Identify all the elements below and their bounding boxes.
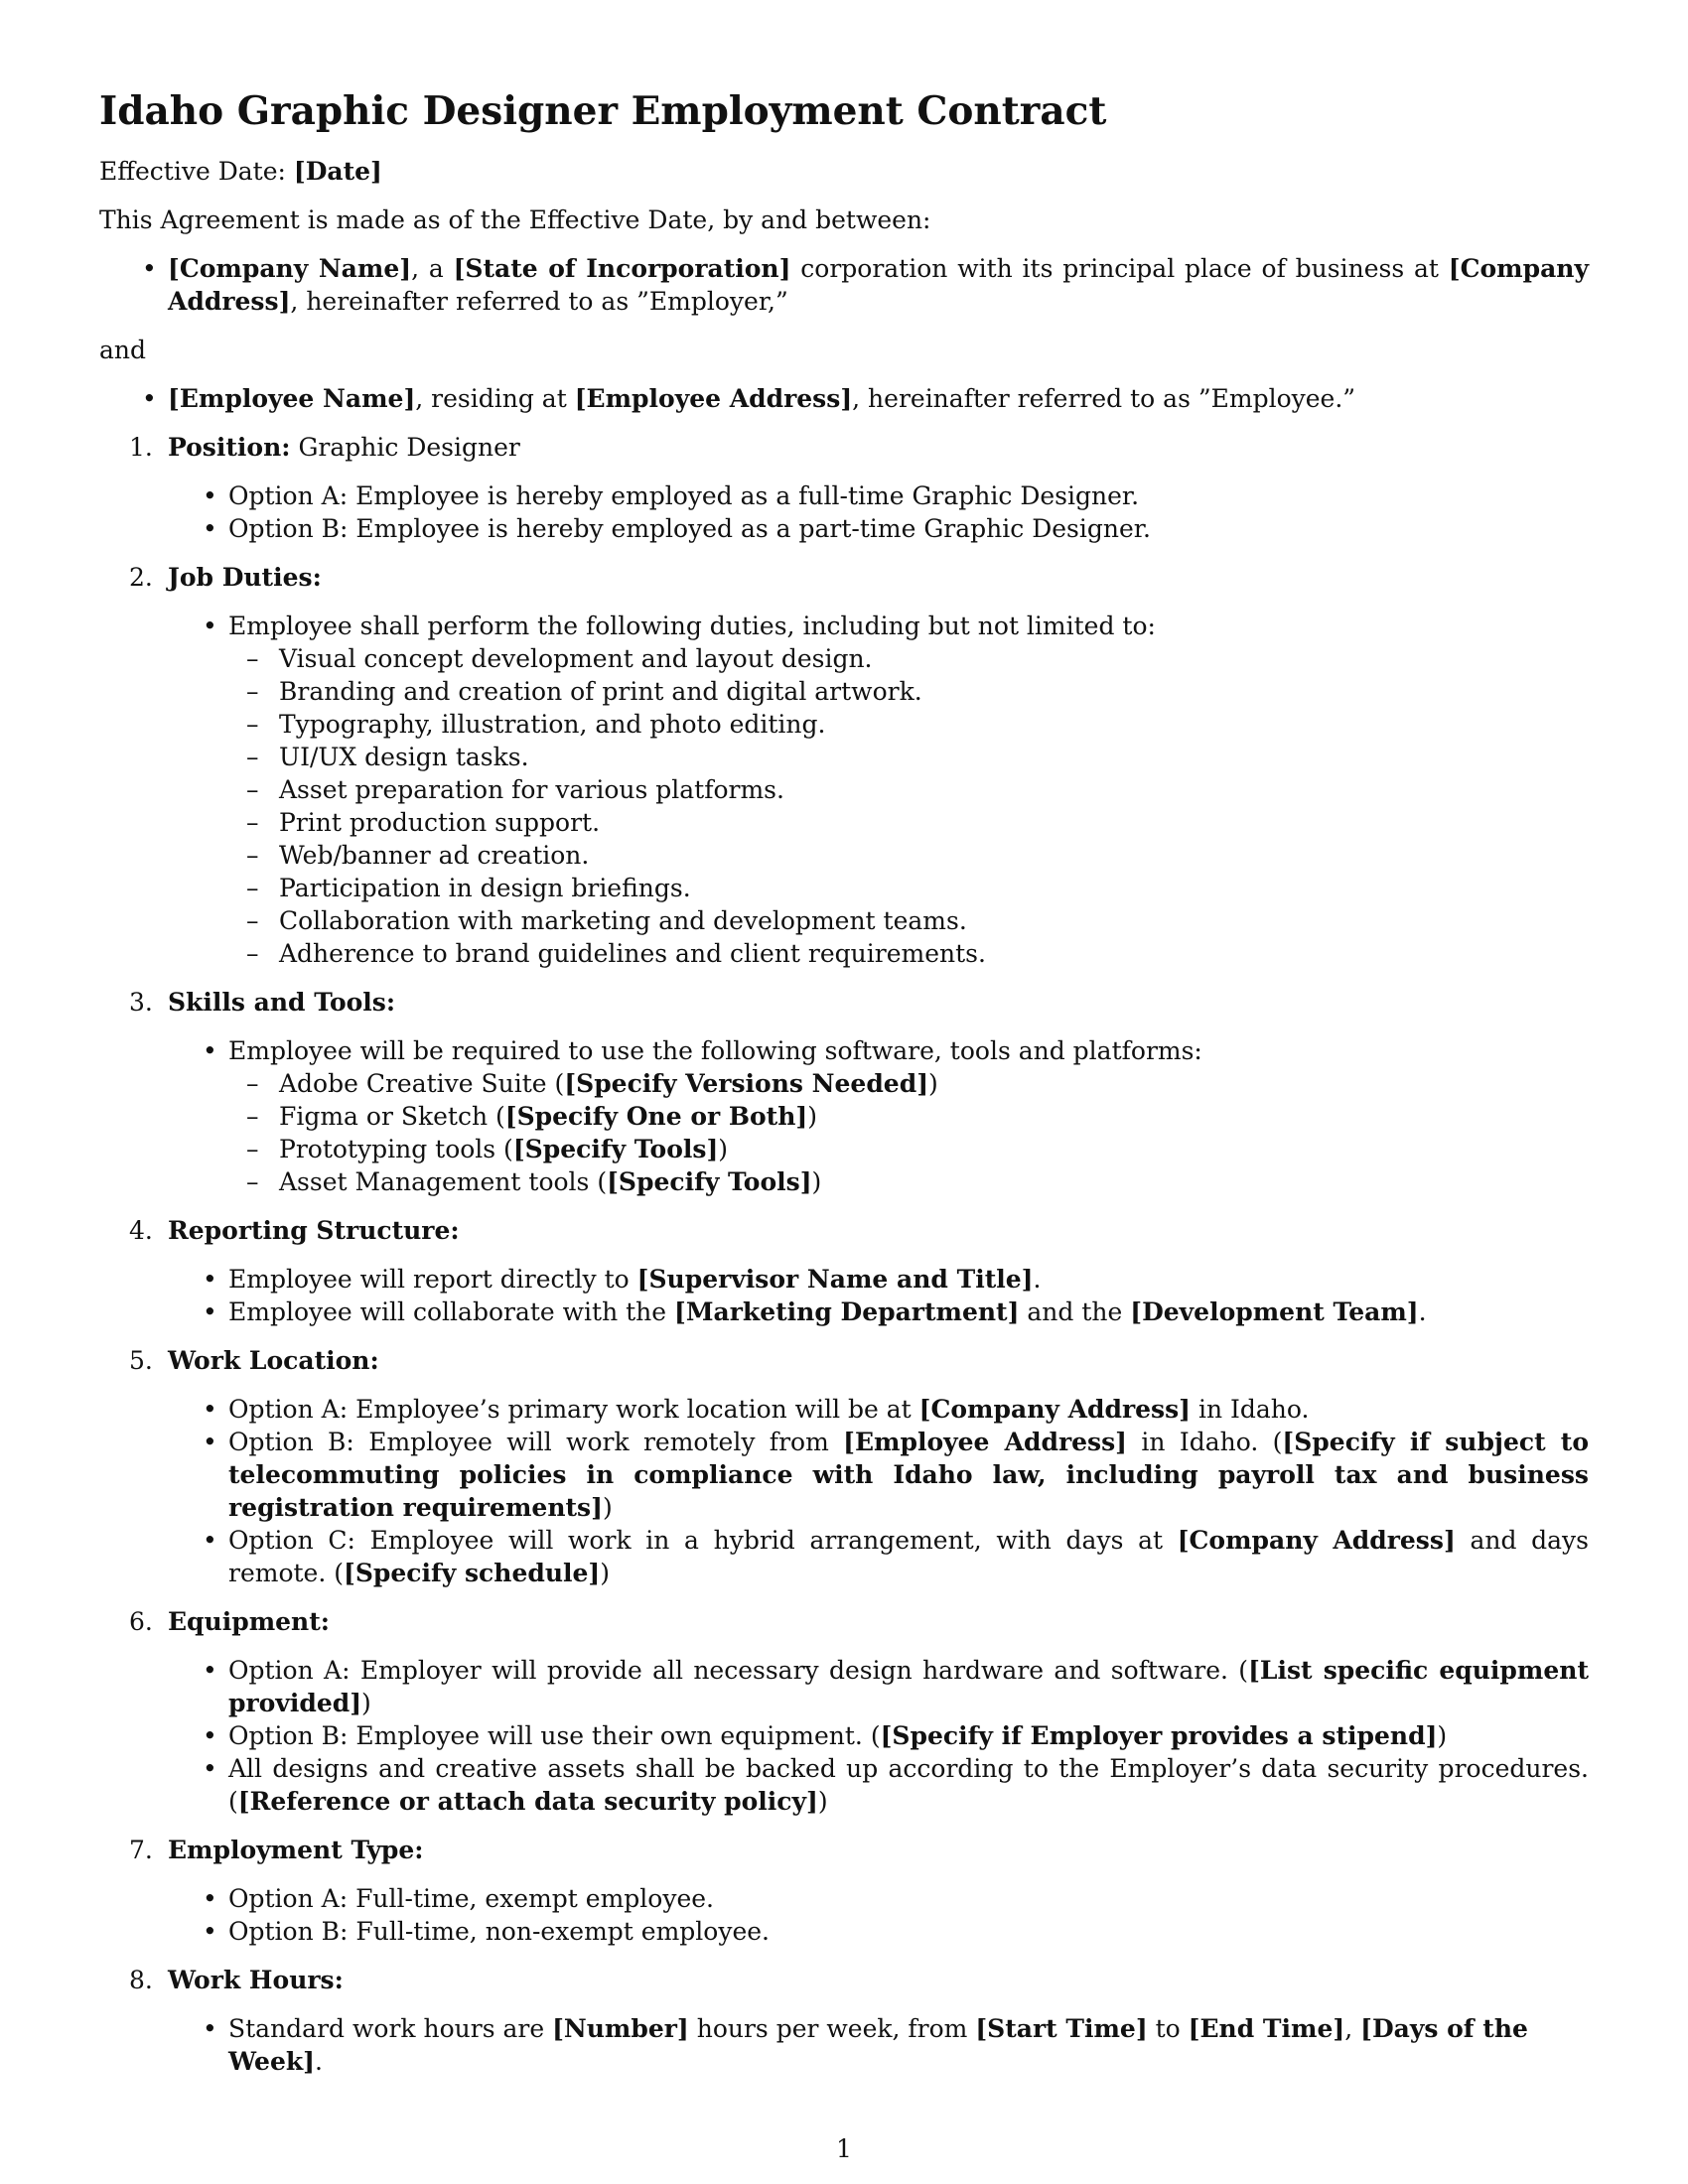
list-item: • Option A: Employee’s primary work location will be at [Company Address] in Idaho. (228, 1393, 1589, 1426)
section-heading: Job Duties: (168, 563, 322, 592)
list-item: – Adherence to brand guidelines and client requirements. (279, 937, 1589, 970)
list-item: • Option B: Employee is hereby employed as a part-time Graphic Designer. (228, 512, 1589, 545)
list-item: • Option A: Employer will provide all necessary design hardware and software. ([List specific equipment provided]) (228, 1654, 1589, 1719)
list-item: – Print production support. (279, 806, 1589, 839)
reporting-list (99, 1263, 1589, 1328)
position-options (99, 479, 1589, 545)
section-heading: Position: (168, 433, 291, 462)
list-item: – Asset preparation for various platforms. (279, 773, 1589, 806)
list-item: • Employee will collaborate with the [Marketing Department] and the [Development Team]. (228, 1296, 1589, 1328)
employee-list (99, 382, 1589, 415)
list-item: – Typography, illustration, and photo editing. (279, 708, 1589, 741)
list-item: – Web/banner ad creation. (279, 839, 1589, 872)
section-heading: Equipment: (168, 1607, 331, 1636)
list-item: • Option C: Employee will work in a hybrid arrangement, with days at [Company Address] and days remote. ([Specify schedule]) (228, 1524, 1589, 1589)
and-connector: and (99, 336, 147, 364)
work-hours-list (99, 2012, 1589, 2078)
document-title: Idaho Graphic Designer Employment Contract (99, 88, 1107, 134)
skills-list (99, 1034, 1589, 1198)
list-item: – Asset Management tools ([Specify Tools]) (279, 1165, 1589, 1198)
list-item: • Option B: Employee will use their own equipment. ([Specify if Employer provides a stipend]) (228, 1719, 1589, 1752)
list-item: • Option A: Full-time, exempt employee. (228, 1882, 1589, 1915)
list-item: • Employee shall perform the following duties, including but not limited to: – Visual concept development and layout design. – Branding and creation of print and digital artwork. – Typography, illustration, and photo editing. – UI/UX design tasks. – Asset preparation for various platforms. – Print production support. – Web/banner ad creation. – Participation in design briefings. – Collaboration with marketing and development teams. – Adherence to brand guidelines and client requirements. (228, 610, 1589, 970)
list-item: • Option A: Employee is hereby employed as a full-time Graphic Designer. (228, 479, 1589, 512)
date-placeholder: [Date] (293, 157, 382, 186)
contract-page (99, 85, 1589, 2094)
section-position: 1. Position: Graphic Designer (129, 433, 520, 462)
section-employment-type: 7. Employment Type: (129, 1836, 424, 1864)
tools-sublist (228, 1067, 1589, 1198)
section-reporting-structure: 4. Reporting Structure: (129, 1216, 460, 1245)
intro-paragraph: This Agreement is made as of the Effective Date, by and between: (99, 205, 931, 234)
section-skills-tools: 3. Skills and Tools: (129, 988, 396, 1017)
list-item: • Option B: Full-time, non-exempt employee. (228, 1915, 1589, 1948)
employer-list (99, 252, 1589, 318)
list-item: • Employee will be required to use the following software, tools and platforms: – Adobe Creative Suite ([Specify Versions Needed]) – Figma or Sketch ([Specify One or Both]) – Prototyping tools ([Specify Tools]) – Asset Management tools ([Specify Tools]) (228, 1034, 1589, 1198)
effective-date: Effective Date: [Date] (99, 157, 382, 186)
employee-party: • [Employee Name], residing at [Employee Address], hereinafter referred to as ”Employee.” (168, 382, 1589, 415)
list-item: – Figma or Sketch ([Specify One or Both]) (279, 1100, 1589, 1133)
section-work-location: 5. Work Location: (129, 1346, 379, 1375)
list-item: – Collaboration with marketing and development teams. (279, 904, 1589, 937)
list-item: • All designs and creative assets shall be backed up according to the Employer’s data security procedures. ([Reference or attach data security policy]) (228, 1752, 1589, 1818)
work-location-list (99, 1393, 1589, 1589)
job-duties-list (99, 610, 1589, 970)
list-item: • Employee will report directly to [Supervisor Name and Title]. (228, 1263, 1589, 1296)
list-item: • Option B: Employee will work remotely from [Employee Address] in Idaho. ([Specify if subject to telecommuting policies in compliance with Idaho law, including payroll tax and business registration requirements]) (228, 1426, 1589, 1524)
section-heading: Reporting Structure: (168, 1216, 460, 1245)
equipment-list (99, 1654, 1589, 1818)
section-equipment: 6. Equipment: (129, 1607, 331, 1636)
section-heading: Employment Type: (168, 1836, 424, 1864)
section-work-hours: 8. Work Hours: (129, 1966, 344, 1994)
section-heading: Skills and Tools: (168, 988, 396, 1017)
list-item: – Prototyping tools ([Specify Tools]) (279, 1133, 1589, 1165)
employment-type-list (99, 1882, 1589, 1948)
list-item: – Visual concept development and layout design. (279, 642, 1589, 675)
list-item: – UI/UX design tasks. (279, 741, 1589, 773)
section-job-duties: 2. Job Duties: (129, 563, 322, 592)
section-heading: Work Hours: (168, 1966, 344, 1994)
list-item: • Standard work hours are [Number] hours per week, from [Start Time] to [End Time], [Days of the Week]. (228, 2012, 1589, 2078)
section-heading: Work Location: (168, 1346, 379, 1375)
employer-party: • [Company Name], a [State of Incorporation] corporation with its principal place of business at [Company Address], hereinafter referred to as ”Employer,” (168, 252, 1589, 318)
list-item: – Adobe Creative Suite ([Specify Versions Needed]) (279, 1067, 1589, 1100)
list-item: – Branding and creation of print and digital artwork. (279, 675, 1589, 708)
duties-sublist (228, 642, 1589, 970)
list-item: – Participation in design briefings. (279, 872, 1589, 904)
page-number: 1 (836, 2134, 852, 2163)
